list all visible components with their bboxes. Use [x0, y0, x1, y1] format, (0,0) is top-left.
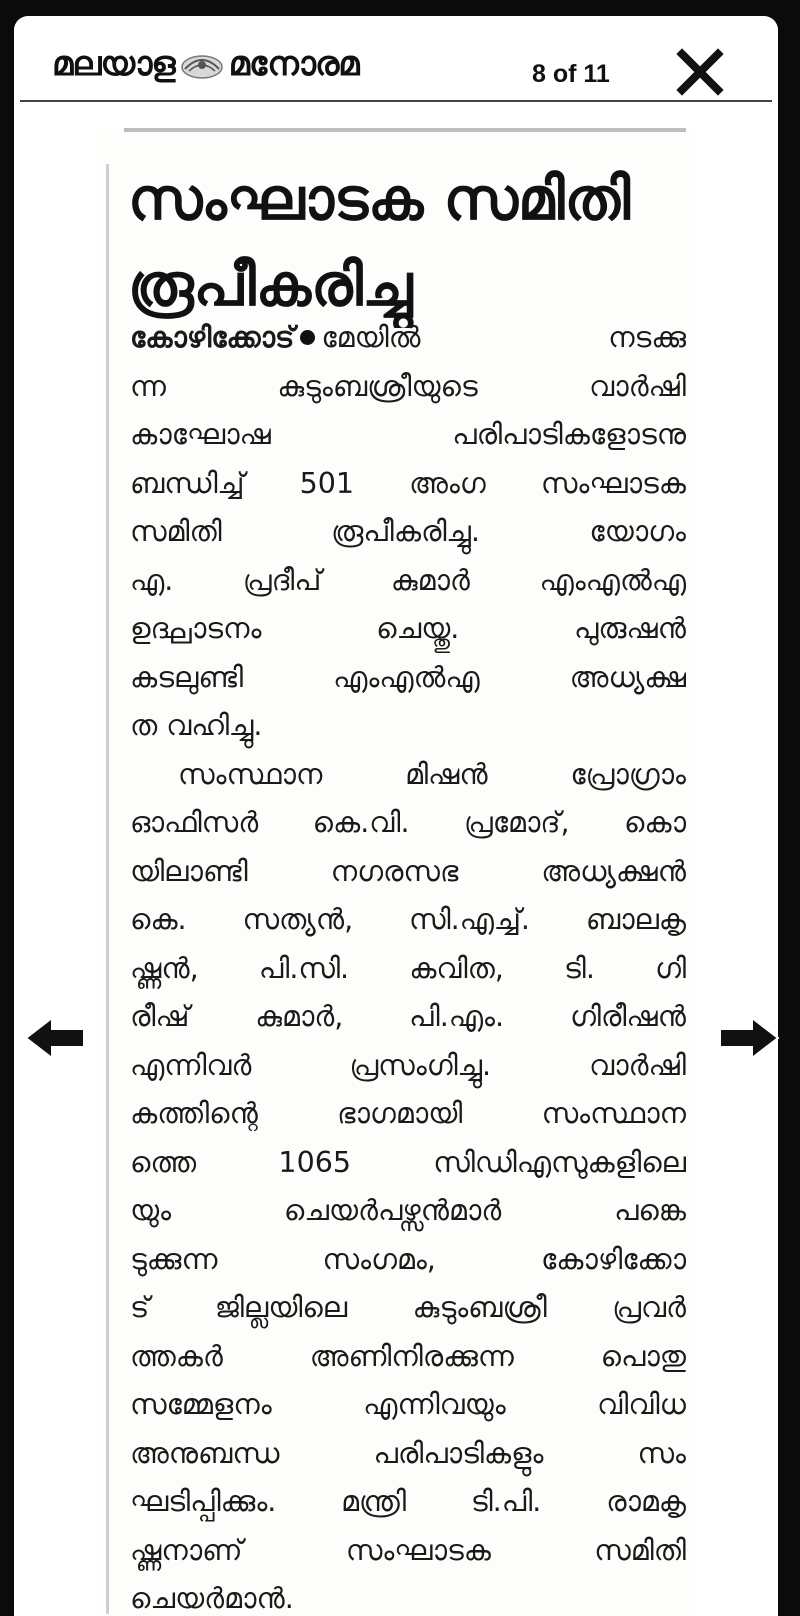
body-line: ഷ്ണനാണ് സംഘാടക സമിതി: [130, 1533, 686, 1567]
body-line: കത്തിന്റെ ഭാഗമായി സംസ്ഥാന: [130, 1097, 686, 1130]
header-divider: [20, 100, 772, 102]
body-line: ഓഫിസർ കെ.വി. പ്രമോദ്, കൊ: [130, 806, 686, 839]
body-line: കെ. സത്യൻ, സി.എച്ച്. ബാലകൃ: [130, 903, 686, 936]
previous-button[interactable]: [24, 1016, 88, 1060]
viewer-header: [14, 16, 778, 100]
body-line: ത വഹിച്ചു.: [130, 709, 263, 742]
article-body: [130, 314, 686, 1616]
body-line: ട് ജില്ലയിലെ കുടുംബശ്രീ പ്രവർ: [130, 1291, 686, 1324]
arrow-left-icon: [24, 1016, 88, 1060]
newspaper-clipping: [96, 128, 696, 1616]
body-line: ത്തെ 1065 സിഡിഎസുകളിലെ: [130, 1145, 686, 1179]
body-line-text: മേയിൽ നടക്കു: [321, 321, 686, 354]
article-headline: [128, 156, 688, 328]
body-line: എ. പ്രദീപ് കുമാർ എംഎൽഎ: [130, 563, 686, 597]
arrow-right-icon: [716, 1016, 780, 1060]
page-counter: 8 of 11: [532, 60, 610, 88]
clipping-left-rule: [106, 164, 109, 1614]
body-line: ഉദ്ഘാടനം ചെയ്തു. പുരുഷൻ: [130, 612, 686, 645]
logo-text-left: മലയാള: [52, 44, 175, 84]
body-line: ചെയർമാൻ.: [130, 1582, 294, 1615]
headline-line: സംഘാടക സമിതി: [128, 165, 631, 233]
body-line: അനുബന്ധ പരിപാടികളും സം: [130, 1436, 686, 1470]
body-line: സമിതി രൂപീകരിച്ചു. യോഗം: [130, 515, 686, 548]
body-line: കാഘോഷ പരിപാടികളോടനു: [130, 418, 686, 451]
headline-line: രൂപീകരിച്ചു: [128, 251, 413, 319]
clipping-viewer-modal: [14, 16, 778, 1616]
body-line: സമ്മേളനം എന്നിവയും വിവിധ: [130, 1388, 686, 1421]
logo-text-right: മനോരമ: [228, 44, 359, 84]
close-icon: [674, 44, 726, 96]
body-line: ഷ്ണൻ, പി.സി. കവിത, ടി. ഗി: [130, 951, 686, 985]
body-line: ബന്ധിച്ച് 501 അംഗ സംഘാടക: [130, 466, 686, 500]
bullet-icon: [300, 330, 315, 345]
body-line: ന്ന കുടുംബശ്രീയുടെ വാർഷി: [130, 369, 686, 403]
close-button[interactable]: [674, 44, 726, 96]
body-line: യിലാണ്ടി നഗരസഭ അധ്യക്ഷൻ: [130, 854, 686, 888]
body-line: കടലുണ്ടി എംഎൽഎ അധ്യക്ഷ: [130, 660, 686, 694]
logo-emblem-icon: [179, 49, 225, 79]
clipping-top-rule: [124, 128, 686, 132]
article-dateline: കോഴിക്കോട്: [130, 321, 295, 354]
manorama-logo: [52, 44, 359, 84]
body-line: ടുക്കുന്ന സംഗമം, കോഴിക്കോ: [130, 1242, 686, 1276]
next-button[interactable]: [716, 1016, 780, 1060]
body-line: ത്തകർ അണിനിരക്കുന്ന പൊതു: [130, 1339, 686, 1373]
body-line: എന്നിവർ പ്രസംഗിച്ചു. വാർഷി: [130, 1048, 686, 1082]
body-line: [130, 314, 686, 363]
body-line: ഘടിപ്പിക്കും. മന്ത്രി ടി.പി. രാമകൃ: [130, 1485, 686, 1518]
body-line: സംസ്ഥാന മിഷൻ പ്രോഗ്രാം: [178, 757, 686, 791]
body-line: രീഷ് കുമാർ, പി.എം. ഗിരീഷൻ: [130, 1000, 686, 1033]
body-line: യും ചെയർപഴ്സൻമാർ പങ്കെ: [130, 1194, 686, 1227]
